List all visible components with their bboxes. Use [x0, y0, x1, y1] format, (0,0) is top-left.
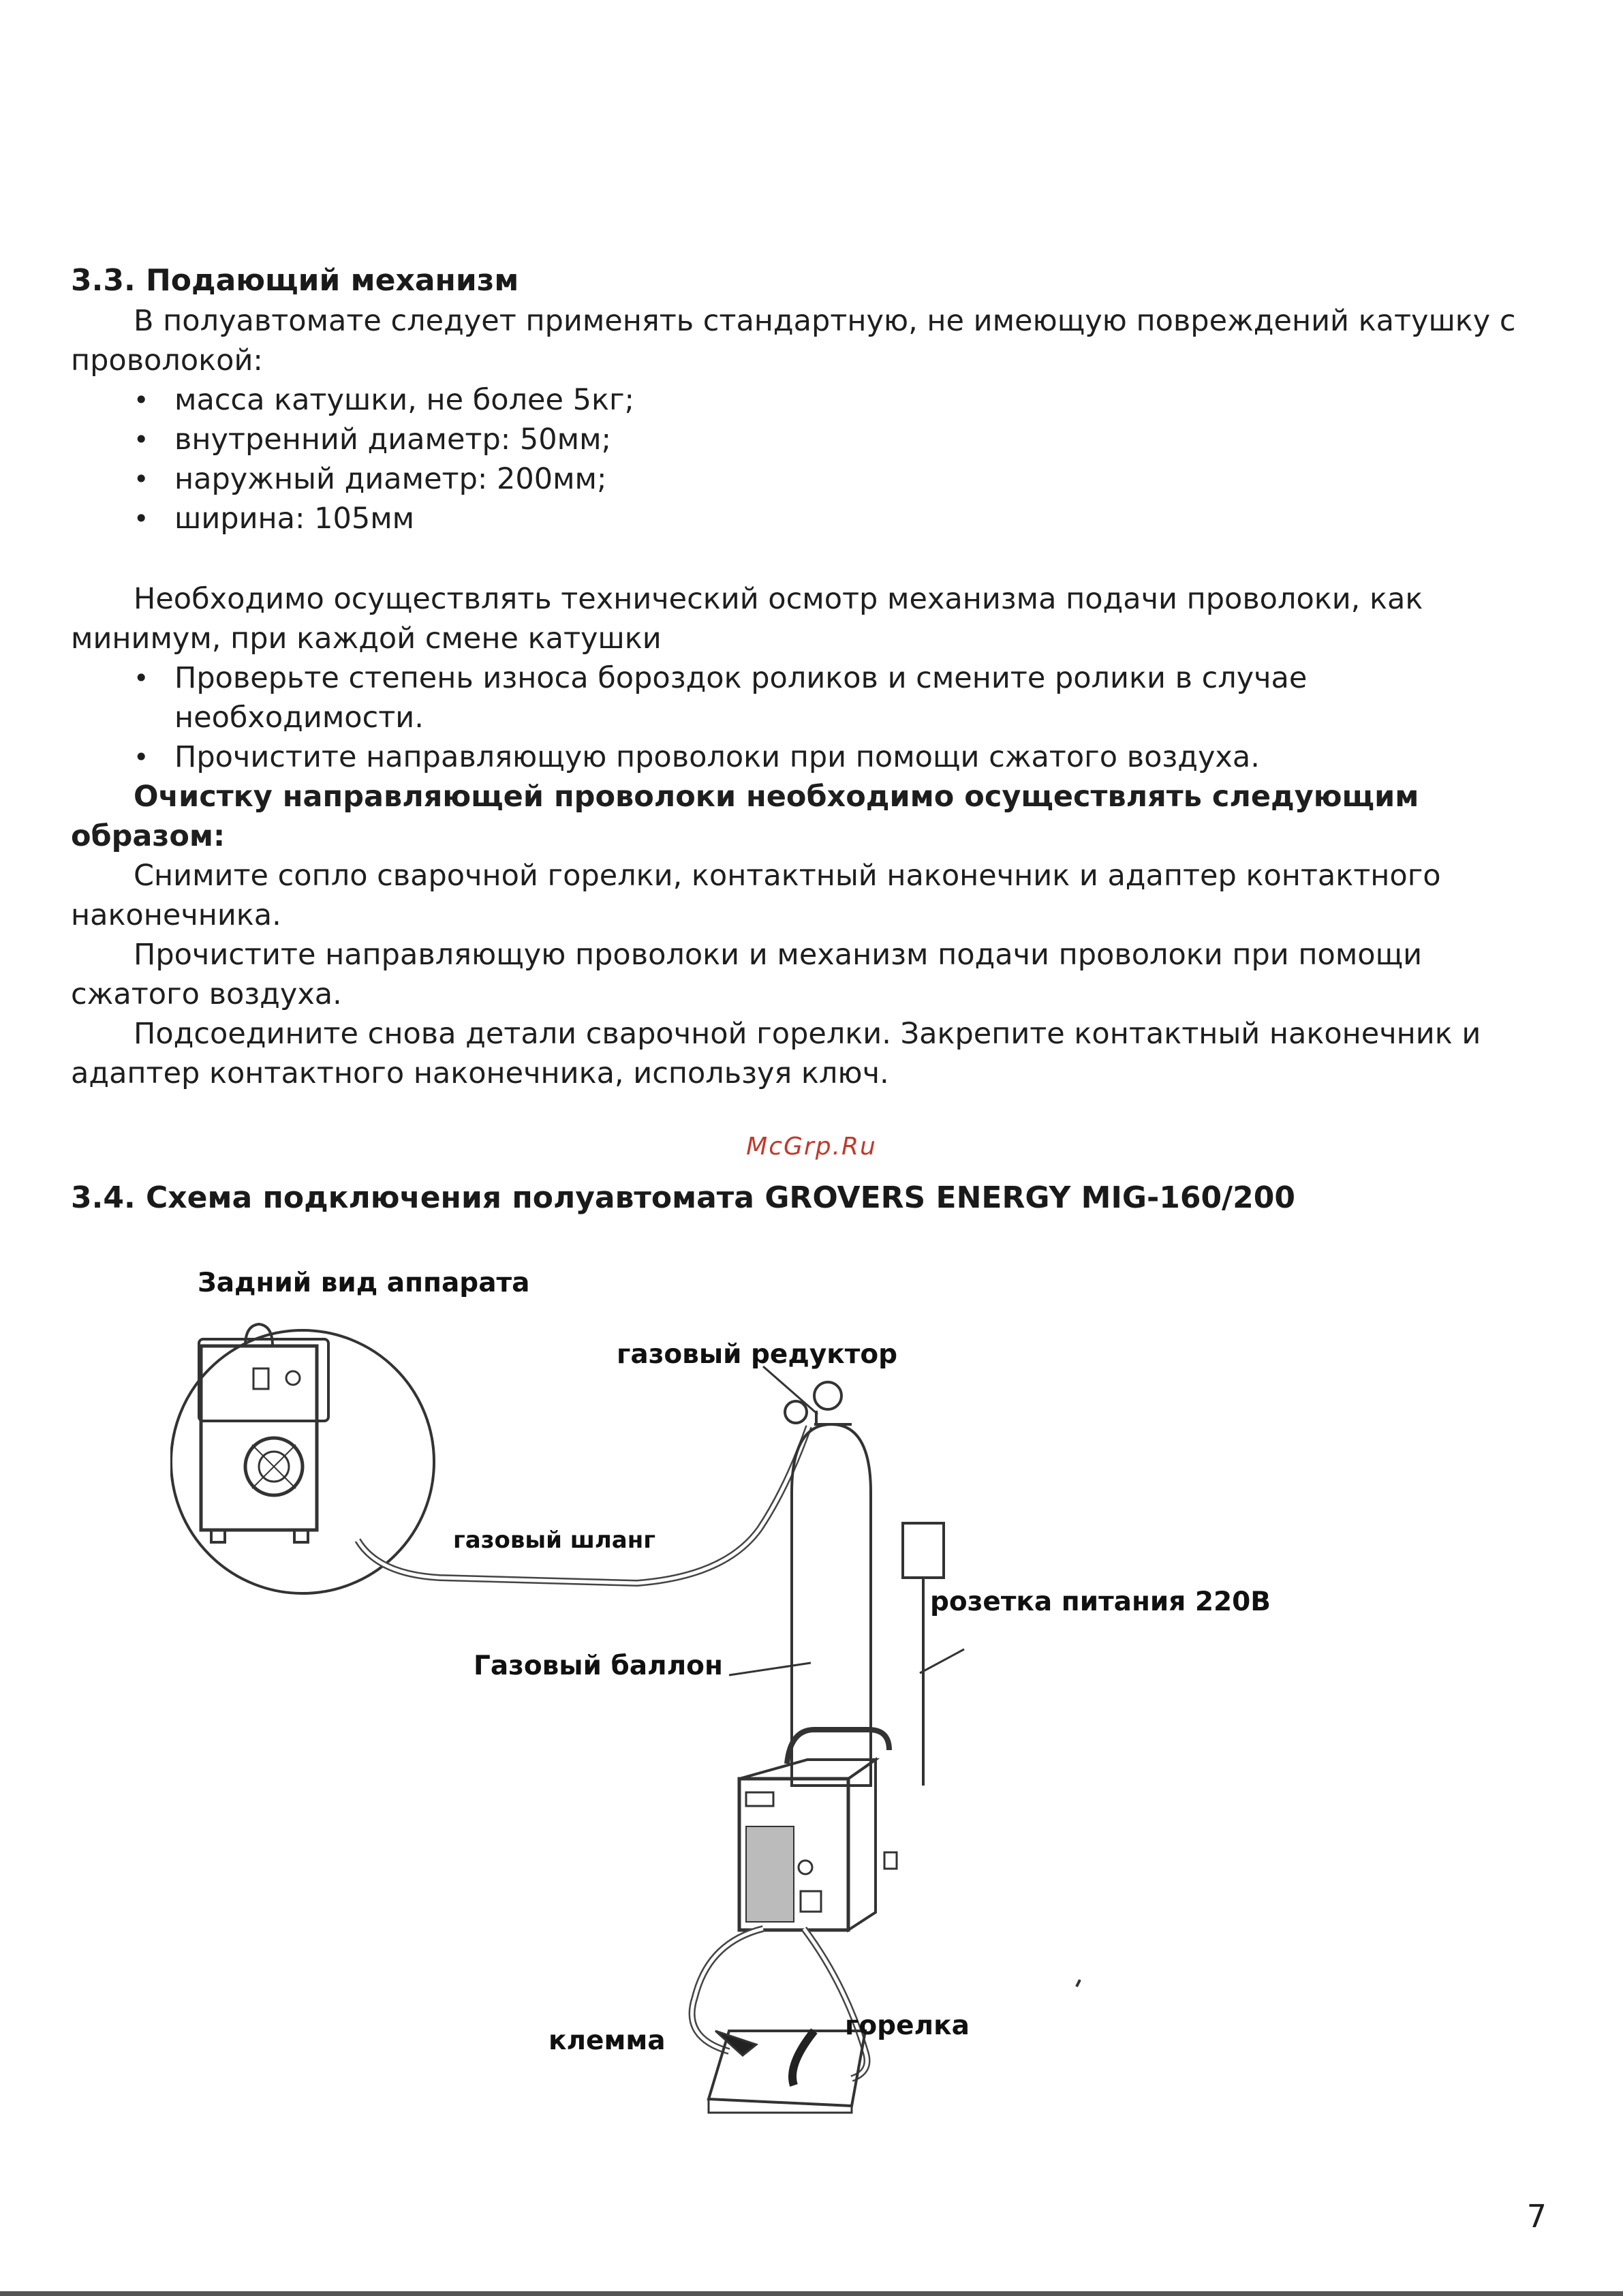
clamp-label: клемма [548, 2025, 666, 2056]
cleaning-step: Прочистите направляющую проволоки и механизм подачи проволоки при помощи сжатого воздуха. [71, 938, 1423, 1011]
section-3-3-body [71, 301, 1543, 538]
cleaning-step: Снимите сопло сварочной горелки, контактный наконечник и адаптер контактного наконечника. [71, 859, 1441, 932]
list-item: • Проверьте степень износа бороздок роликов и смените ролики в случае необходимости. [71, 658, 1543, 737]
torch-label: горелка [845, 2010, 970, 2041]
gas-hose [358, 1426, 809, 1583]
watermark: McGrp.Ru [746, 1133, 877, 1161]
gas-cylinder [763, 1366, 871, 1786]
power-socket-label: розетка питания 220В [930, 1587, 1271, 1617]
connection-diagram [170, 1254, 1329, 2154]
inspection-text: Необходимо осуществлять технический осмотр механизма подачи проволоки, как минимум, при каждой смене катушки [71, 582, 1423, 656]
list-item: • Прочистите направляющую проволоки при помощи сжатого воздуха. [71, 737, 1543, 777]
gas-hose-label: газовый шланг [453, 1527, 655, 1554]
work-plate [709, 2031, 865, 2113]
diagram-dot [1077, 1980, 1080, 1987]
page-number: 7 [1526, 2198, 1547, 2235]
section-3-4-heading: 3.4. Схема подключения полуавтомата GROVERS ENERGY MIG-160/200 [71, 1180, 1295, 1215]
list-item: • наружный диаметр: 200мм; [71, 459, 1543, 499]
inspection-block [71, 579, 1543, 777]
inspection-list [71, 658, 1543, 777]
welding-cables [692, 1929, 867, 2079]
gas-cylinder-label: Газовый баллон [474, 1651, 723, 1681]
spool-intro: В полуавтомате следует применять стандартную, не имеющую повреждений катушку с проволокой: [71, 304, 1516, 378]
cleaning-step: Подсоедините снова детали сварочной горелки. Закрепите контактный наконечник и адаптер контактного наконечника, используя ключ. [71, 1017, 1481, 1090]
cleaning-block [71, 777, 1543, 1093]
power-socket [903, 1523, 964, 1786]
bottom-rule [0, 2291, 1623, 2296]
gas-reducer-label: газовый редуктор [617, 1339, 898, 1370]
cylinder-pointer [729, 1663, 811, 1675]
list-item: • внутренний диаметр: 50мм; [71, 420, 1543, 459]
connection-diagram-drawing [170, 1254, 1329, 2154]
rear-view-unit [171, 1324, 434, 1593]
spool-spec-list [71, 380, 1543, 538]
welding-machine [739, 1730, 897, 1930]
section-3-3-heading: 3.3. Подающий механизм [71, 263, 519, 298]
list-item: • масса катушки, не более 5кг; [71, 380, 1543, 420]
rear-view-label: Задний вид аппарата [198, 1268, 530, 1298]
list-item: • ширина: 105мм [71, 499, 1543, 538]
cleaning-heading: Очистку направляющей проволоки необходимо осуществлять следующим образом: [71, 780, 1419, 853]
